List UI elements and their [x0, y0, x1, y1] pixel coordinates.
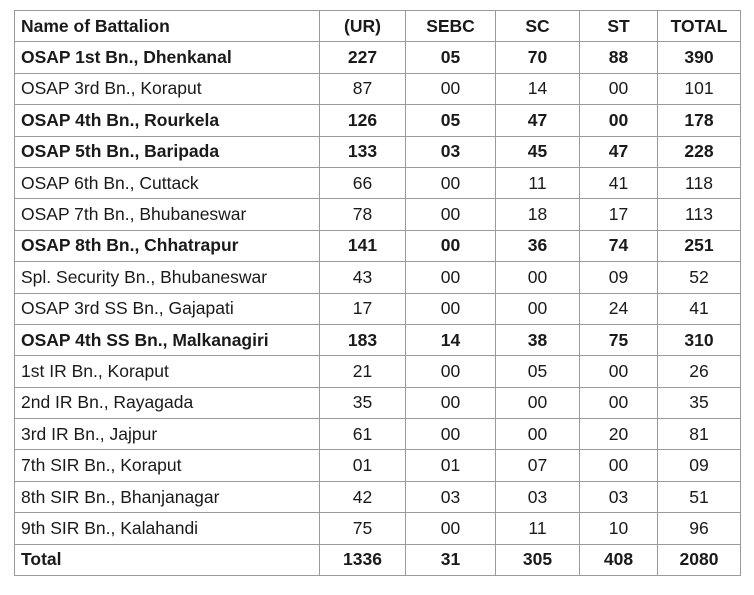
cell-name: OSAP 3rd Bn., Koraput — [15, 73, 320, 104]
table-row — [15, 105, 741, 136]
cell-name: 1st IR Bn., Koraput — [15, 356, 320, 387]
cell-total: 390 — [658, 42, 741, 73]
cell-sc: 45 — [496, 136, 580, 167]
cell-sebc: 01 — [406, 450, 496, 481]
total-sebc: 31 — [406, 544, 496, 575]
cell-sc: 00 — [496, 293, 580, 324]
cell-sc: 36 — [496, 230, 580, 261]
cell-sc: 38 — [496, 324, 580, 355]
cell-st: 17 — [580, 199, 658, 230]
total-ur: 1336 — [320, 544, 406, 575]
cell-sc: 18 — [496, 199, 580, 230]
cell-ur: 78 — [320, 199, 406, 230]
cell-name: 8th SIR Bn., Bhanjanagar — [15, 481, 320, 512]
table-row — [15, 481, 741, 512]
cell-name: OSAP 7th Bn., Bhubaneswar — [15, 199, 320, 230]
cell-name: Spl. Security Bn., Bhubaneswar — [15, 262, 320, 293]
header-st: ST — [580, 11, 658, 42]
table-total-row — [15, 544, 741, 575]
cell-sebc: 00 — [406, 513, 496, 544]
cell-st: 88 — [580, 42, 658, 73]
total-total: 2080 — [658, 544, 741, 575]
header-name-of-battalion: Name of Battalion — [15, 11, 320, 42]
cell-sc: 00 — [496, 262, 580, 293]
cell-ur: 17 — [320, 293, 406, 324]
cell-sebc: 00 — [406, 356, 496, 387]
cell-ur: 133 — [320, 136, 406, 167]
cell-st: 75 — [580, 324, 658, 355]
table-row — [15, 419, 741, 450]
cell-ur: 42 — [320, 481, 406, 512]
cell-total: 41 — [658, 293, 741, 324]
cell-st: 03 — [580, 481, 658, 512]
cell-ur: 126 — [320, 105, 406, 136]
cell-sc: 05 — [496, 356, 580, 387]
cell-sc: 47 — [496, 105, 580, 136]
cell-st: 00 — [580, 73, 658, 104]
cell-total: 52 — [658, 262, 741, 293]
cell-sebc: 00 — [406, 199, 496, 230]
battalion-table-container — [14, 10, 740, 576]
cell-total: 35 — [658, 387, 741, 418]
table-row — [15, 293, 741, 324]
total-label: Total — [15, 544, 320, 575]
cell-ur: 66 — [320, 167, 406, 198]
cell-st: 47 — [580, 136, 658, 167]
header-sc: SC — [496, 11, 580, 42]
cell-ur: 75 — [320, 513, 406, 544]
cell-total: 26 — [658, 356, 741, 387]
header-ur: (UR) — [320, 11, 406, 42]
cell-total: 51 — [658, 481, 741, 512]
cell-ur: 43 — [320, 262, 406, 293]
cell-sebc: 05 — [406, 42, 496, 73]
cell-name: OSAP 5th Bn., Baripada — [15, 136, 320, 167]
cell-sebc: 00 — [406, 293, 496, 324]
cell-sebc: 00 — [406, 262, 496, 293]
cell-name: OSAP 6th Bn., Cuttack — [15, 167, 320, 198]
cell-sebc: 00 — [406, 167, 496, 198]
cell-total: 310 — [658, 324, 741, 355]
cell-st: 41 — [580, 167, 658, 198]
cell-sc: 00 — [496, 387, 580, 418]
table-row — [15, 167, 741, 198]
cell-ur: 141 — [320, 230, 406, 261]
battalion-vacancy-table — [14, 10, 741, 576]
cell-name: OSAP 4th Bn., Rourkela — [15, 105, 320, 136]
cell-ur: 21 — [320, 356, 406, 387]
total-sc: 305 — [496, 544, 580, 575]
cell-sebc: 03 — [406, 481, 496, 512]
table-row — [15, 230, 741, 261]
table-row — [15, 387, 741, 418]
cell-name: OSAP 8th Bn., Chhatrapur — [15, 230, 320, 261]
cell-st: 74 — [580, 230, 658, 261]
cell-total: 81 — [658, 419, 741, 450]
cell-name: 3rd IR Bn., Jajpur — [15, 419, 320, 450]
cell-sebc: 00 — [406, 387, 496, 418]
cell-ur: 61 — [320, 419, 406, 450]
cell-sc: 14 — [496, 73, 580, 104]
cell-st: 24 — [580, 293, 658, 324]
cell-st: 00 — [580, 387, 658, 418]
cell-total: 178 — [658, 105, 741, 136]
cell-name: 7th SIR Bn., Koraput — [15, 450, 320, 481]
cell-st: 09 — [580, 262, 658, 293]
cell-total: 09 — [658, 450, 741, 481]
cell-name: 2nd IR Bn., Rayagada — [15, 387, 320, 418]
table-row — [15, 42, 741, 73]
table-row — [15, 199, 741, 230]
cell-name: OSAP 1st Bn., Dhenkanal — [15, 42, 320, 73]
cell-sc: 11 — [496, 513, 580, 544]
cell-total: 113 — [658, 199, 741, 230]
cell-name: OSAP 4th SS Bn., Malkanagiri — [15, 324, 320, 355]
cell-total: 118 — [658, 167, 741, 198]
header-sebc: SEBC — [406, 11, 496, 42]
cell-sc: 11 — [496, 167, 580, 198]
cell-st: 00 — [580, 450, 658, 481]
table-row — [15, 513, 741, 544]
cell-ur: 01 — [320, 450, 406, 481]
cell-sc: 03 — [496, 481, 580, 512]
table-header-row — [15, 11, 741, 42]
cell-total: 96 — [658, 513, 741, 544]
table-row — [15, 356, 741, 387]
cell-sc: 07 — [496, 450, 580, 481]
cell-sebc: 14 — [406, 324, 496, 355]
cell-total: 228 — [658, 136, 741, 167]
cell-sc: 00 — [496, 419, 580, 450]
cell-st: 20 — [580, 419, 658, 450]
cell-st: 00 — [580, 105, 658, 136]
cell-total: 251 — [658, 230, 741, 261]
cell-total: 101 — [658, 73, 741, 104]
cell-sc: 70 — [496, 42, 580, 73]
table-row — [15, 262, 741, 293]
cell-sebc: 00 — [406, 73, 496, 104]
cell-ur: 35 — [320, 387, 406, 418]
table-body — [15, 42, 741, 544]
total-st: 408 — [580, 544, 658, 575]
cell-sebc: 00 — [406, 230, 496, 261]
table-row — [15, 136, 741, 167]
cell-ur: 183 — [320, 324, 406, 355]
cell-name: 9th SIR Bn., Kalahandi — [15, 513, 320, 544]
cell-sebc: 05 — [406, 105, 496, 136]
cell-st: 00 — [580, 356, 658, 387]
cell-sebc: 03 — [406, 136, 496, 167]
cell-ur: 87 — [320, 73, 406, 104]
cell-st: 10 — [580, 513, 658, 544]
table-row — [15, 450, 741, 481]
cell-sebc: 00 — [406, 419, 496, 450]
table-row — [15, 73, 741, 104]
cell-ur: 227 — [320, 42, 406, 73]
table-row — [15, 324, 741, 355]
header-total: TOTAL — [658, 11, 741, 42]
cell-name: OSAP 3rd SS Bn., Gajapati — [15, 293, 320, 324]
